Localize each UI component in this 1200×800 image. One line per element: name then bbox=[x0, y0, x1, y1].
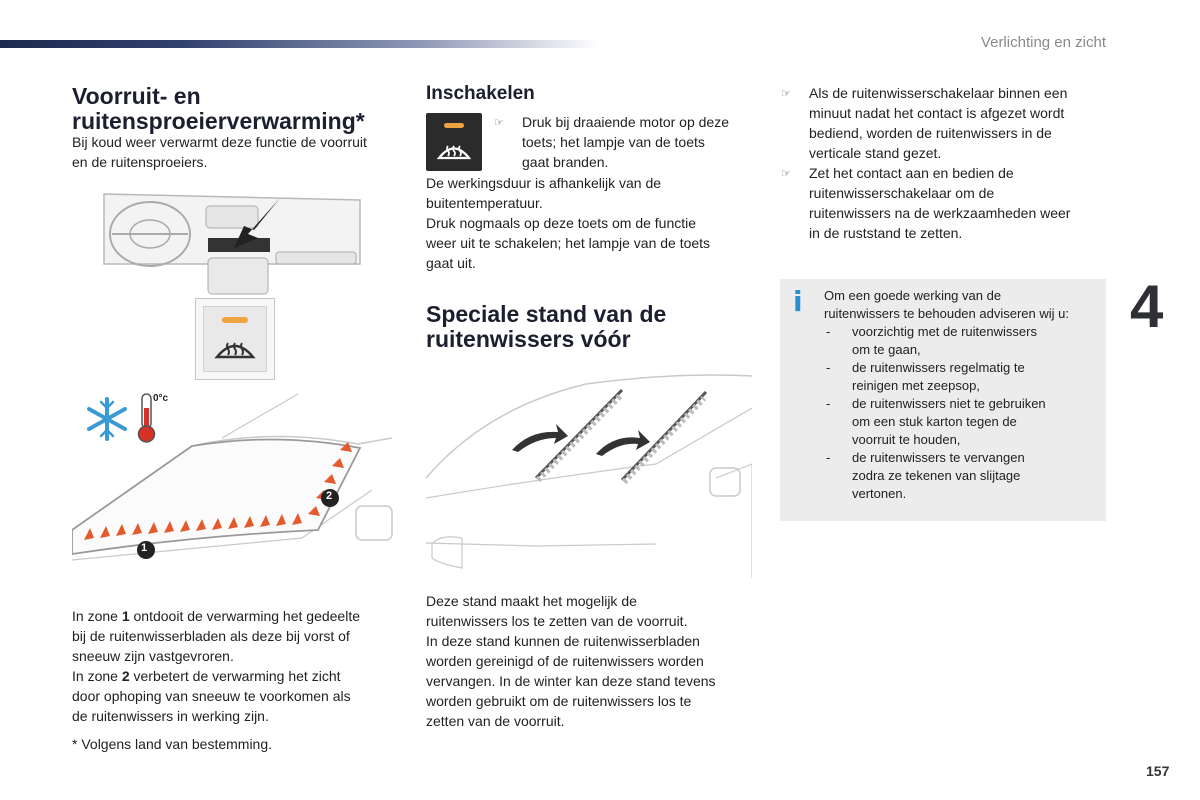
windshield-defrost-icon bbox=[436, 137, 472, 161]
left-title-line: Voorruit- en bbox=[72, 83, 201, 109]
bullet-line: verticale stand gezet. bbox=[809, 145, 942, 161]
section-title: Verlichting en zicht bbox=[980, 34, 1106, 51]
heading-line: ruitenwissers vóór bbox=[426, 326, 631, 352]
inschakelen-bullet bbox=[494, 112, 754, 172]
bullet-line: in de ruststand te zetten. bbox=[809, 225, 963, 241]
body-line: gaat uit. bbox=[426, 255, 476, 271]
bullet-line: toets; het lampje van de toets bbox=[522, 134, 705, 150]
body-line: Druk nogmaals op deze toets om de functie bbox=[426, 215, 697, 231]
body-line: weer uit te schakelen; het lampje van de toets bbox=[426, 235, 711, 251]
list-item-line: om een stuk karton tegen de bbox=[852, 414, 1017, 429]
windshield-defrost-icon bbox=[214, 333, 256, 361]
left-title-line: ruitensproeierverwarming* bbox=[72, 108, 365, 134]
pointing-hand-icon: ☞ bbox=[781, 168, 791, 180]
para-line: vervangen. In de winter kan deze stand tevens bbox=[426, 673, 716, 689]
info-icon: i bbox=[793, 285, 803, 318]
zone-line: sneeuw zijn vastgevroren. bbox=[72, 648, 234, 664]
right-bullets bbox=[781, 83, 1111, 243]
footnote: * Volgens land van bestemming. bbox=[72, 736, 273, 752]
chapter-number: 4 bbox=[1130, 273, 1164, 340]
heading-speciale-stand bbox=[426, 302, 666, 352]
list-item-line: vertonen. bbox=[852, 486, 907, 501]
defrost-switch-icon bbox=[426, 113, 482, 171]
bullet-line: Zet het contact aan en bedien de bbox=[809, 165, 1014, 181]
zone-line: door ophoping van sneeuw te voorkomen als bbox=[72, 688, 351, 704]
info-text bbox=[824, 287, 1104, 503]
body-line: De werkingsduur is afhankelijk van de bbox=[426, 175, 662, 191]
bullet-item bbox=[781, 83, 1111, 163]
para-line: In deze stand kunnen de ruitenwisserbladen bbox=[426, 633, 700, 649]
para-line: ruitenwissers los te zetten van de voorruit. bbox=[426, 613, 688, 629]
body-line: buitentemperatuur. bbox=[426, 195, 543, 211]
bullet-item bbox=[494, 112, 754, 172]
defrost-indicator-lamp bbox=[222, 317, 248, 323]
info-intro-line: Om een goede werking van de bbox=[824, 288, 1002, 303]
list-item-line: reinigen met zeepsop, bbox=[852, 378, 980, 393]
zone-line: In zone 2 verbetert de verwarming het zicht bbox=[72, 668, 341, 684]
zone-description bbox=[72, 606, 402, 726]
pointing-hand-icon: ☞ bbox=[781, 88, 791, 100]
para-line: zetten van de voorruit. bbox=[426, 713, 565, 729]
page-number: 157 bbox=[1146, 763, 1170, 779]
list-item-line: om te gaan, bbox=[852, 342, 921, 357]
zone-line: In zone 1 ontdooit de verwarming het gedeelte bbox=[72, 608, 360, 624]
zone-line: bij de ruitenwisserbladen als deze bij vorst of bbox=[72, 628, 350, 644]
heated-windshield-illustration bbox=[72, 390, 398, 600]
list-item: - voorzichtig met de ruitenwissers om te gaan, bbox=[824, 323, 1104, 359]
bullet-line: Als de ruitenwisserschakelaar binnen een bbox=[809, 85, 1068, 101]
info-box bbox=[780, 279, 1106, 521]
defrost-button-panel bbox=[195, 298, 275, 380]
list-item-line: de ruitenwissers regelmatig te bbox=[852, 360, 1025, 375]
info-list bbox=[824, 323, 1104, 503]
zone-marker-1: 1 bbox=[141, 542, 148, 554]
list-item-line: voorruit te houden, bbox=[852, 432, 961, 447]
para-line: worden gebruikt om de ruitenwissers los te bbox=[426, 693, 692, 709]
zone-marker-2: 2 bbox=[326, 490, 333, 502]
intro-line: Bij koud weer verwarmt deze functie de voorruit bbox=[72, 134, 367, 150]
zone-line: de ruitenwissers in werking zijn. bbox=[72, 708, 269, 724]
intro-line: en de ruitensproeiers. bbox=[72, 154, 208, 170]
list-item: - de ruitenwissers niet te gebruiken om een stuk karton tegen de voorruit te houden, bbox=[824, 395, 1104, 449]
para-line: Deze stand maakt het mogelijk de bbox=[426, 593, 637, 609]
list-item: - de ruitenwissers regelmatig te reinigen met zeepsop, bbox=[824, 359, 1104, 395]
bullet-line: gaat branden. bbox=[522, 154, 609, 170]
list-item-line: zodra ze tekenen van slijtage bbox=[852, 468, 1021, 483]
bullet-line: minuut nadat het contact is afgezet wordt bbox=[809, 105, 1065, 121]
bullet-item bbox=[781, 163, 1111, 243]
left-intro bbox=[72, 132, 367, 172]
list-item-line: de ruitenwissers te vervangen bbox=[852, 450, 1025, 465]
bullet-line: ruitenwissers na de werkzaamheden weer bbox=[809, 205, 1071, 221]
dashboard-illustration bbox=[98, 186, 370, 296]
bullet-line: bediend, worden de ruitenwissers in de bbox=[809, 125, 1052, 141]
list-item-line: voorzichtig met de ruitenwissers bbox=[852, 324, 1037, 339]
list-item-line: de ruitenwissers niet te gebruiken bbox=[852, 396, 1046, 411]
inschakelen-body bbox=[426, 173, 756, 273]
thermometer-label: 0°c bbox=[153, 393, 169, 404]
defrost-button bbox=[203, 306, 267, 372]
left-title bbox=[72, 84, 365, 134]
pointing-hand-icon: ☞ bbox=[494, 117, 504, 129]
bullet-line: Druk bij draaiende motor op deze bbox=[522, 114, 730, 130]
list-item: - de ruitenwissers te vervangen zodra ze tekenen van slijtage vertonen. bbox=[824, 449, 1104, 503]
switch-indicator-lamp bbox=[444, 123, 464, 128]
speciale-stand-text bbox=[426, 591, 756, 731]
info-intro-line: ruitenwissers te behouden adviseren wij u: bbox=[824, 306, 1069, 321]
heading-inschakelen: Inschakelen bbox=[426, 83, 535, 104]
para-line: worden gereinigd of de ruitenwissers worden bbox=[426, 653, 704, 669]
bullet-line: ruitenwisserschakelaar om de bbox=[809, 185, 995, 201]
heading-line: Speciale stand van de bbox=[426, 301, 667, 327]
wiper-service-position-illustration bbox=[426, 368, 752, 580]
header-accent-bar bbox=[0, 40, 600, 48]
